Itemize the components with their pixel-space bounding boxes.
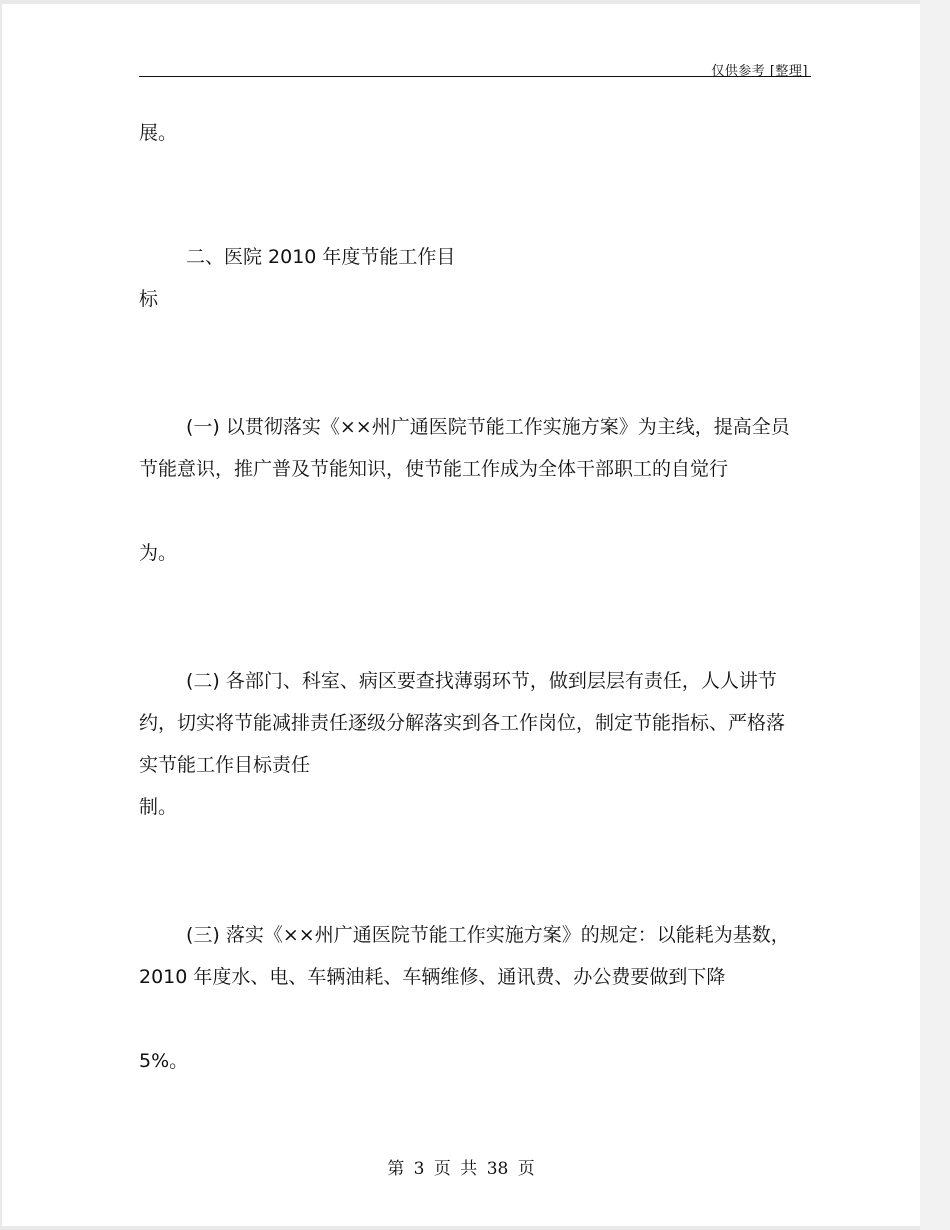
section-heading-tail: 标 — [139, 288, 159, 310]
paragraph-item-1: (一) 以贯彻落实《××州广通医院节能工作实施方案》为主线，提高全员节能意识，推广普及节能知识，使节能工作成为全体干部职工的自觉行 — [139, 416, 790, 480]
paragraph-item-2: (二) 各部门、科室、病区要查找薄弱环节，做到层层有责任，人人讲节约，切实将节能减排责任逐级分解落实到各工作岗位，制定节能指标、严格落实节能工作目标责任 — [139, 670, 786, 776]
paragraph-item-3: (三) 落实《××州广通医院节能工作实施方案》的规定：以能耗为基数，2010 年度水、电、车辆油耗、车辆维修、通讯费、办公费要做到下降 — [139, 924, 790, 988]
header-reference-note: 仅供参考 [整理] — [711, 64, 808, 79]
paragraph-item-2-tail: 制。 — [139, 796, 178, 818]
paragraph-item-1-tail: 为。 — [139, 542, 178, 564]
paragraph-item-3-tail: 5%。 — [139, 1050, 189, 1072]
document-page — [2, 4, 920, 1226]
viewer-margin — [920, 0, 950, 1230]
header-divider — [139, 76, 811, 77]
page-number-footer: 第 3 页 共 38 页 — [387, 1159, 535, 1179]
section-heading: 二、医院 2010 年度节能工作目 — [186, 246, 456, 268]
paragraph-continuation: 展。 — [139, 122, 178, 144]
